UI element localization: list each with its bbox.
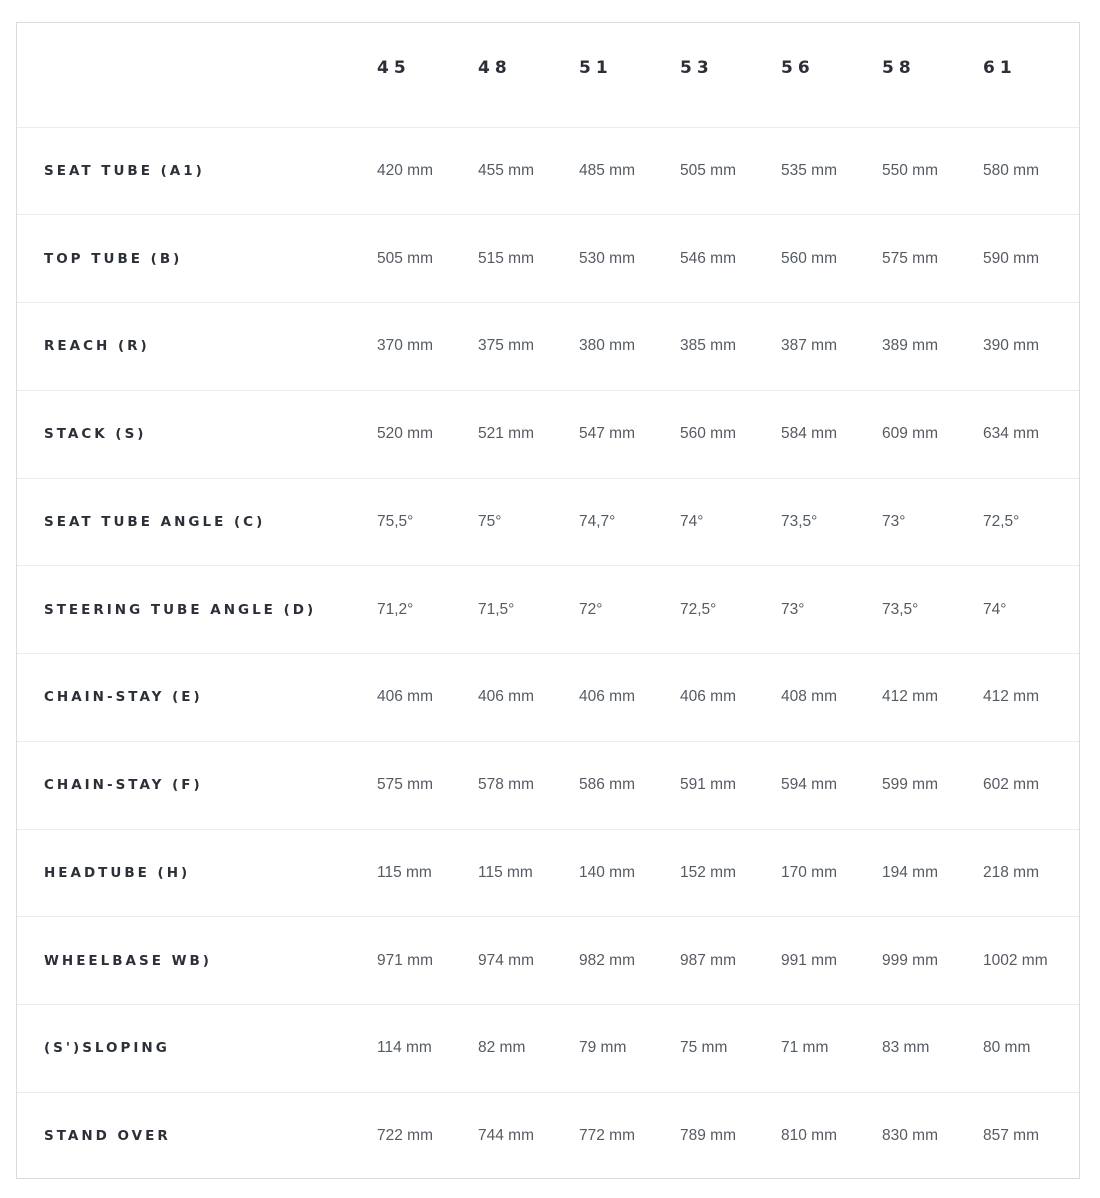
size-header-45: 45 [377, 57, 411, 78]
header-corner-cell [17, 23, 361, 127]
table-row-seat-tube-angle-c [17, 478, 1079, 566]
value-cell-size-56: 170 mm [765, 829, 866, 917]
row-label: STACK (S) [17, 390, 361, 478]
value-cell-size-58: 73° [866, 478, 967, 566]
value-cell-size-45: 420 mm [361, 127, 462, 215]
size-header-51: 51 [579, 57, 613, 78]
table-row-steering-tube-angle-d [17, 566, 1079, 654]
value-cell-size-53: 560 mm [664, 390, 765, 478]
value-cell-size-61: 634 mm [967, 390, 1079, 478]
value-cell-size-51: 547 mm [563, 390, 664, 478]
row-label: (S')SLOPING [17, 1005, 361, 1093]
row-label: REACH (R) [17, 303, 361, 391]
value-cell-size-56: 387 mm [765, 303, 866, 391]
table-row-reach-r [17, 303, 1079, 391]
value-cell-size-51: 72° [563, 566, 664, 654]
value-cell-size-45: 406 mm [361, 654, 462, 742]
value-cell-size-53: 385 mm [664, 303, 765, 391]
value-cell-size-51: 380 mm [563, 303, 664, 391]
value-cell-size-56: 810 mm [765, 1092, 866, 1180]
table-row-s-sloping [17, 1005, 1079, 1093]
value-cell-size-56: 594 mm [765, 741, 866, 829]
table-row-chain-stay-f [17, 741, 1079, 829]
value-cell-size-58: 83 mm [866, 1005, 967, 1093]
value-cell-size-51: 772 mm [563, 1092, 664, 1180]
value-cell-size-61: 74° [967, 566, 1079, 654]
value-cell-size-56: 535 mm [765, 127, 866, 215]
value-cell-size-53: 152 mm [664, 829, 765, 917]
value-cell-size-56: 560 mm [765, 215, 866, 303]
value-cell-size-53: 75 mm [664, 1005, 765, 1093]
value-cell-size-45: 575 mm [361, 741, 462, 829]
value-cell-size-48: 515 mm [462, 215, 563, 303]
value-cell-size-56: 73° [765, 566, 866, 654]
value-cell-size-45: 114 mm [361, 1005, 462, 1093]
value-cell-size-61: 1002 mm [967, 917, 1079, 1005]
value-cell-size-53: 987 mm [664, 917, 765, 1005]
value-cell-size-48: 75° [462, 478, 563, 566]
value-cell-size-48: 455 mm [462, 127, 563, 215]
value-cell-size-58: 389 mm [866, 303, 967, 391]
geometry-table-header [17, 23, 1079, 127]
value-cell-size-53: 546 mm [664, 215, 765, 303]
value-cell-size-51: 406 mm [563, 654, 664, 742]
value-cell-size-53: 591 mm [664, 741, 765, 829]
size-header-58: 58 [882, 57, 916, 78]
value-cell-size-48: 521 mm [462, 390, 563, 478]
value-cell-size-51: 586 mm [563, 741, 664, 829]
size-header-61: 61 [983, 57, 1017, 78]
value-cell-size-61: 80 mm [967, 1005, 1079, 1093]
value-cell-size-56: 73,5° [765, 478, 866, 566]
value-cell-size-51: 74,7° [563, 478, 664, 566]
value-cell-size-58: 575 mm [866, 215, 967, 303]
value-cell-size-48: 744 mm [462, 1092, 563, 1180]
value-cell-size-48: 82 mm [462, 1005, 563, 1093]
row-label: TOP TUBE (B) [17, 215, 361, 303]
row-label: STAND OVER [17, 1092, 361, 1180]
row-label: HEADTUBE (H) [17, 829, 361, 917]
value-cell-size-45: 75,5° [361, 478, 462, 566]
value-cell-size-45: 520 mm [361, 390, 462, 478]
value-cell-size-45: 722 mm [361, 1092, 462, 1180]
value-cell-size-58: 999 mm [866, 917, 967, 1005]
value-cell-size-48: 578 mm [462, 741, 563, 829]
value-cell-size-45: 971 mm [361, 917, 462, 1005]
geometry-table-body [17, 127, 1079, 1180]
value-cell-size-48: 115 mm [462, 829, 563, 917]
table-row-stand-over [17, 1092, 1079, 1180]
geometry-table [17, 23, 1079, 1180]
value-cell-size-61: 580 mm [967, 127, 1079, 215]
value-cell-size-61: 218 mm [967, 829, 1079, 917]
value-cell-size-45: 505 mm [361, 215, 462, 303]
value-cell-size-53: 505 mm [664, 127, 765, 215]
value-cell-size-48: 71,5° [462, 566, 563, 654]
table-row-headtube-h [17, 829, 1079, 917]
row-label: SEAT TUBE ANGLE (C) [17, 478, 361, 566]
value-cell-size-51: 485 mm [563, 127, 664, 215]
value-cell-size-58: 73,5° [866, 566, 967, 654]
row-label: CHAIN-STAY (E) [17, 654, 361, 742]
value-cell-size-58: 830 mm [866, 1092, 967, 1180]
row-label: WHEELBASE WB) [17, 917, 361, 1005]
value-cell-size-48: 974 mm [462, 917, 563, 1005]
value-cell-size-51: 982 mm [563, 917, 664, 1005]
value-cell-size-51: 79 mm [563, 1005, 664, 1093]
value-cell-size-56: 71 mm [765, 1005, 866, 1093]
value-cell-size-53: 74° [664, 478, 765, 566]
value-cell-size-56: 584 mm [765, 390, 866, 478]
value-cell-size-48: 375 mm [462, 303, 563, 391]
value-cell-size-61: 602 mm [967, 741, 1079, 829]
size-header-56: 56 [781, 57, 815, 78]
value-cell-size-53: 72,5° [664, 566, 765, 654]
value-cell-size-53: 406 mm [664, 654, 765, 742]
value-cell-size-61: 412 mm [967, 654, 1079, 742]
value-cell-size-51: 140 mm [563, 829, 664, 917]
geometry-table-container [16, 22, 1080, 1179]
row-label: SEAT TUBE (A1) [17, 127, 361, 215]
value-cell-size-61: 72,5° [967, 478, 1079, 566]
value-cell-size-61: 857 mm [967, 1092, 1079, 1180]
value-cell-size-58: 599 mm [866, 741, 967, 829]
value-cell-size-45: 71,2° [361, 566, 462, 654]
size-header-53: 53 [680, 57, 714, 78]
value-cell-size-51: 530 mm [563, 215, 664, 303]
value-cell-size-45: 370 mm [361, 303, 462, 391]
value-cell-size-58: 412 mm [866, 654, 967, 742]
size-header-48: 48 [478, 57, 512, 78]
value-cell-size-48: 406 mm [462, 654, 563, 742]
value-cell-size-61: 390 mm [967, 303, 1079, 391]
row-label: STEERING TUBE ANGLE (D) [17, 566, 361, 654]
value-cell-size-58: 609 mm [866, 390, 967, 478]
value-cell-size-53: 789 mm [664, 1092, 765, 1180]
value-cell-size-58: 194 mm [866, 829, 967, 917]
table-row-top-tube-b [17, 215, 1079, 303]
table-row-stack-s [17, 390, 1079, 478]
table-row-wheelbase-wb [17, 917, 1079, 1005]
value-cell-size-61: 590 mm [967, 215, 1079, 303]
value-cell-size-56: 408 mm [765, 654, 866, 742]
row-label: CHAIN-STAY (F) [17, 741, 361, 829]
table-row-chain-stay-e [17, 654, 1079, 742]
table-row-seat-tube-a1 [17, 127, 1079, 215]
value-cell-size-58: 550 mm [866, 127, 967, 215]
value-cell-size-56: 991 mm [765, 917, 866, 1005]
value-cell-size-45: 115 mm [361, 829, 462, 917]
size-header-row [17, 23, 1079, 127]
